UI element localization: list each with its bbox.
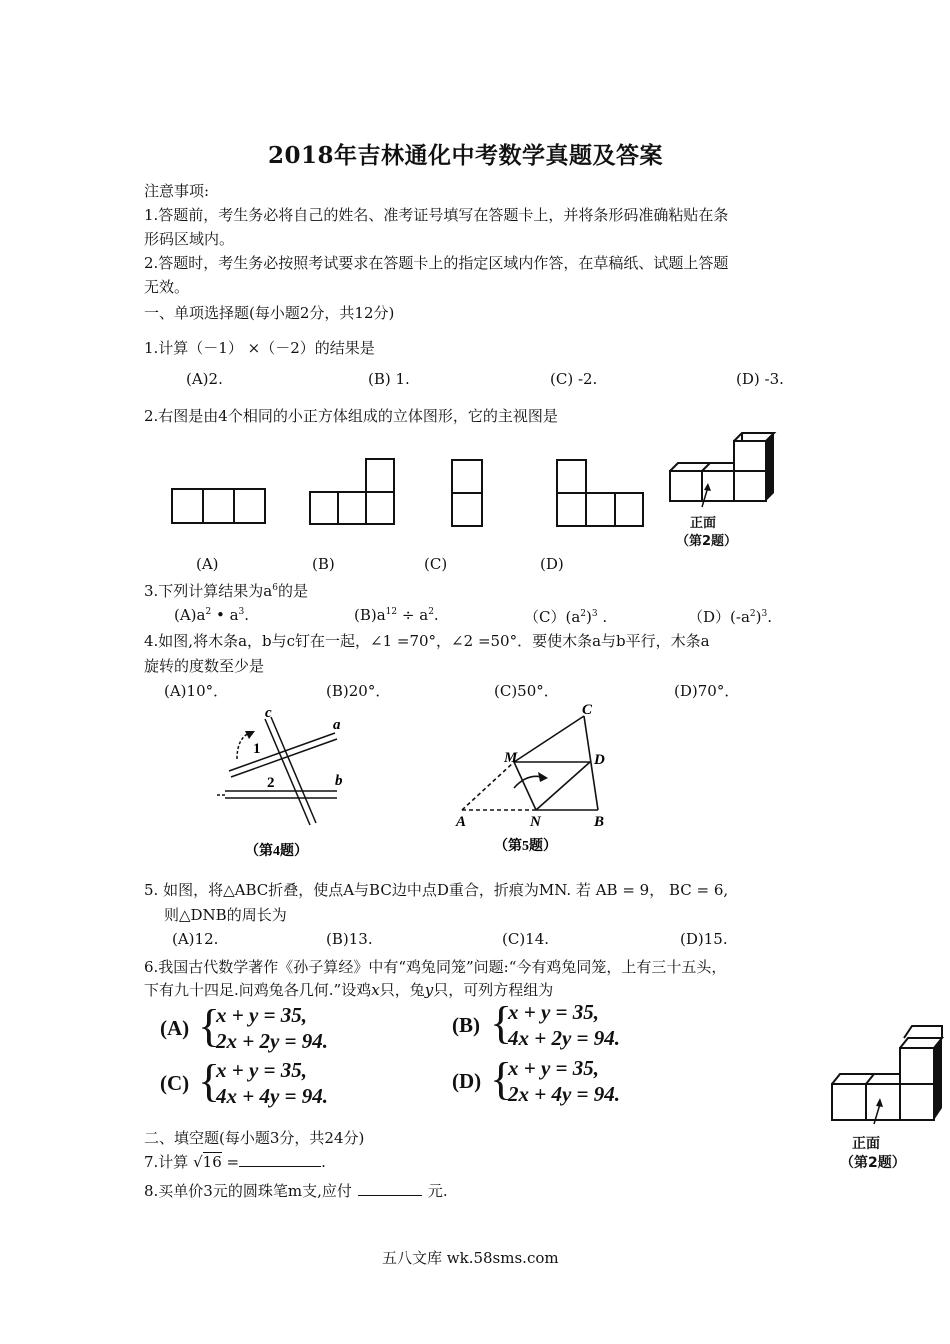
q2-label-d: (D) [540, 555, 564, 573]
q4-option-a: (A)10°． [164, 682, 229, 700]
q3-c-e1: 2 [580, 609, 587, 619]
q6-b-brace: { [490, 997, 513, 1048]
q4-option-c: (C)50°． [494, 682, 559, 700]
q5-stem-line2: 则△DNB的周长为 [164, 906, 287, 924]
q6-d-brace: { [490, 1053, 513, 1104]
q5-option-d: (D)15. [680, 930, 728, 948]
q6-b-label: (B) [452, 1013, 480, 1037]
q3-d-pre: （D）(-a [688, 608, 750, 626]
q6-a-eq2: 2x + 2y = 94. [216, 1029, 329, 1053]
q5-fig-label-C: C [582, 702, 593, 718]
q2-option-a-figure [170, 487, 270, 527]
q5-option-b: (B)13. [326, 930, 373, 948]
q1-stem: 1.计算（－1） ×（－2）的结果是 [144, 339, 375, 357]
q3-a-e1: 2 [205, 607, 212, 617]
q6-c-eq2: 4x + 4y = 94. [216, 1084, 329, 1108]
q5-fig-label-D: D [594, 752, 605, 768]
q3-stem-pre: 3.下列计算结果为a [144, 582, 273, 600]
q3-b-mid: ÷ a [397, 606, 429, 624]
q1-option-c: (C) -2. [550, 370, 598, 388]
q3-option-a [174, 606, 249, 624]
q3-a-post: . [244, 606, 250, 624]
q6-line2-post: 只，可列方程组为 [433, 981, 554, 999]
q3-a-e2: 3 [238, 607, 245, 617]
notice-heading: 注意事项: [144, 182, 210, 200]
q6-b-eq1: x + y = 35, [508, 1000, 600, 1024]
q5-option-a: (A)12. [172, 930, 219, 948]
page-title: 2018年吉林通化中考数学真题及答案 [268, 142, 664, 169]
q2-figure-front-label: 正面 [690, 516, 717, 531]
q6-line2-mid: 只，兔 [379, 981, 425, 999]
q6-var-y: y [424, 981, 434, 999]
q7-answer-blank[interactable] [239, 1152, 321, 1167]
q3-a-mid: • a [211, 606, 239, 624]
q6-c-eq1: x + y = 35, [216, 1058, 308, 1082]
q8-answer-blank[interactable] [358, 1181, 422, 1196]
notice-item1-line1: 1.答题前，考生务必将自己的姓名、准考证号填写在答题卡上，并将条形码准确粘贴在条 [144, 206, 729, 224]
q3-option-c [524, 606, 607, 627]
q6-a-label: (A) [160, 1016, 190, 1040]
q8 [144, 1180, 448, 1201]
q4-fig-angle-2: 2 [267, 775, 275, 791]
q7-pre: 7.计算 [144, 1153, 194, 1171]
q6-d-label: (D) [452, 1069, 482, 1093]
q2-option-c-figure [450, 458, 486, 530]
q3-d-mid: ) [755, 608, 762, 626]
q3-d-post: . [767, 608, 772, 626]
q4-figure [215, 705, 365, 865]
q7-radicand: 16 [202, 1153, 222, 1171]
q7 [144, 1151, 326, 1172]
q6-var-x: x [371, 981, 380, 999]
q5-fig-label-M: M [504, 750, 518, 766]
q2-label-a: (A) [196, 555, 219, 573]
q4-option-d: (D)70°． [674, 682, 740, 700]
q2-option-b-figure [308, 456, 398, 528]
q2-option-d-figure [555, 458, 647, 530]
q5-fig-label-N: N [530, 814, 541, 830]
q7-end: . [321, 1153, 326, 1171]
q3-b-post: . [433, 606, 439, 624]
sqrt-symbol: √ [193, 1153, 203, 1171]
q6-b-eq2: 4x + 2y = 94. [508, 1026, 621, 1050]
q7-post: = [221, 1153, 240, 1171]
q4-fig-label-b: b [335, 773, 343, 789]
q4-fig-caption: （第4题） [245, 844, 308, 859]
footer-source: 五八文库 wk.58sms.com [382, 1249, 559, 1267]
q5-fig-label-B: B [594, 814, 605, 830]
q4-fig-label-a: a [333, 717, 341, 733]
q2-figure-caption: （第2题） [676, 534, 738, 549]
section1-heading: 一、单项选择题(每小题2分，共12分) [144, 304, 395, 322]
q6-d-eq1: x + y = 35, [508, 1056, 600, 1080]
q3-b-e2: 2 [428, 607, 434, 617]
q3-b-e1: 12 [385, 607, 398, 617]
q5-fig-caption: （第5题） [494, 839, 557, 854]
q6-line2-pre: 下有九十四足.问鸡兔各几何.”设鸡 [144, 981, 372, 999]
q3-a-pre: (A)a [174, 606, 206, 624]
q5-option-c: (C)14. [502, 930, 550, 948]
q6-c-label: (C) [160, 1071, 190, 1095]
q1-option-a: (A)2. [186, 370, 223, 388]
q2-cube-figure [668, 427, 780, 517]
q6-c-brace: { [198, 1055, 221, 1106]
q3-c-e2: 3 [591, 609, 598, 619]
q8-post: 元. [427, 1182, 448, 1200]
q3-option-b [354, 606, 439, 624]
section2-heading: 二、填空题(每小题3分，共24分) [144, 1129, 365, 1147]
notice-item2-line1: 2.答题时，考生务必按照考试要求在答题卡上的指定区域内作答，在草稿纸、试题上答题 [144, 254, 729, 272]
notice-item1-line2: 形码区域内。 [144, 230, 235, 248]
q3-c-pre: （C）(a [524, 608, 581, 626]
q4-fig-label-c: c [265, 705, 272, 721]
q3-option-d [688, 606, 772, 627]
q3-d-e1: 2 [749, 609, 756, 619]
q2-duplicate-front-label: 正面 [852, 1136, 880, 1152]
q3-stem [144, 580, 308, 601]
q5-stem-line1: 5. 如图，将△ABC折叠，使点A与BC边中点D重合，折痕为MN. 若 AB = 9， BC = 6, [144, 881, 729, 899]
q3-stem-post: 的是 [278, 582, 309, 600]
q2-stem: 2.右图是由4个相同的小正方体组成的立体图形，它的主视图是 [144, 407, 558, 425]
q3-b-pre: (B)a [354, 606, 386, 624]
q3-c-post: . [597, 608, 608, 626]
q1-option-b: (B) 1. [368, 370, 410, 388]
q6-stem-line1: 6.我国古代数学著作《孙子算经》中有“鸡兔同笼”问题:“今有鸡兔同笼，上有三十五头， [144, 958, 727, 976]
q4-stem-line2: 旋转的度数至少是 [144, 657, 265, 675]
q2-cube-figure-duplicate [830, 1022, 948, 1127]
q6-a-brace: { [198, 1000, 221, 1051]
q6-d-eq2: 2x + 4y = 94. [508, 1082, 621, 1106]
q2-label-b: (B) [312, 555, 335, 573]
q4-stem-line1: 4.如图,将木条a，b与c钉在一起，∠1 =70°，∠2 =50°．要使木条a与b平行，木条a [144, 632, 710, 650]
q2-label-c: (C) [424, 555, 448, 573]
q3-c-mid: ) [586, 608, 592, 626]
q3-stem-exp: 6 [272, 583, 278, 593]
notice-item2-line2: 无效。 [144, 278, 190, 296]
q1-option-d: (D) -3. [736, 370, 784, 388]
q4-option-b: (B)20°． [326, 682, 391, 700]
q4-fig-angle-1: 1 [253, 741, 261, 757]
q5-figure [452, 700, 622, 860]
q5-fig-label-A: A [456, 814, 467, 830]
q3-d-e2: 3 [761, 609, 768, 619]
q2-duplicate-caption: （第2题） [840, 1155, 906, 1171]
q6-a-eq1: x + y = 35, [216, 1003, 308, 1027]
q8-pre: 8.买单价3元的圆珠笔m支,应付 [144, 1182, 352, 1200]
